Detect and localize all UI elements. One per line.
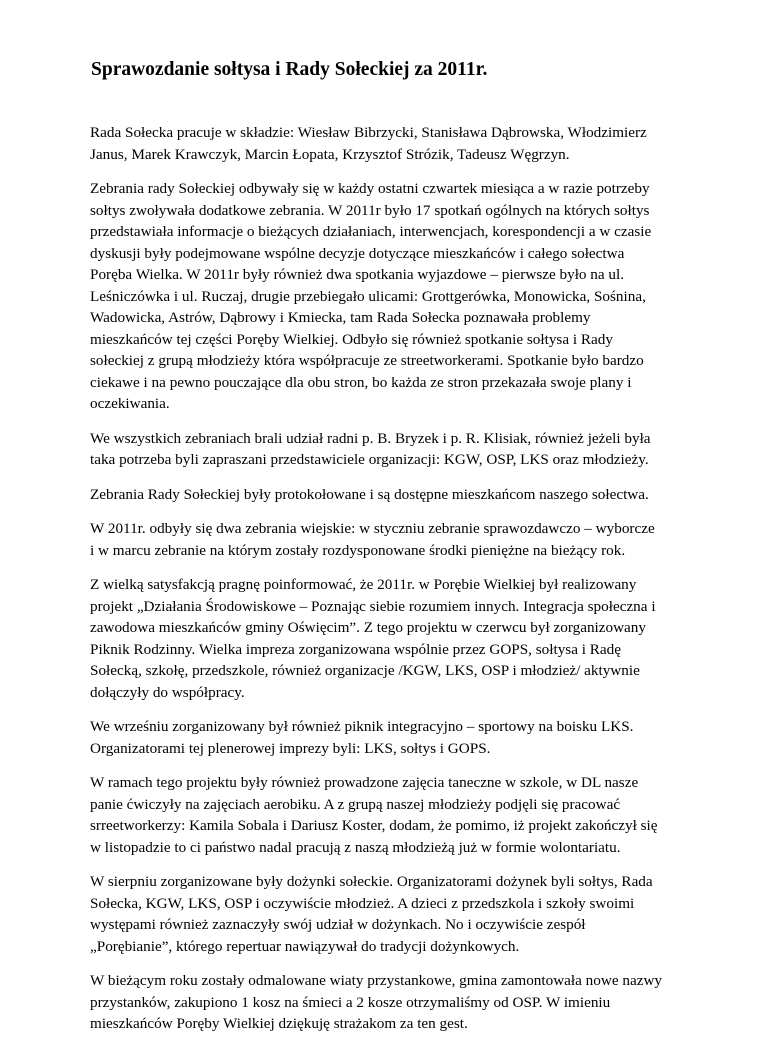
paragraph-line: oczekiwania.	[90, 395, 170, 412]
paragraph-line: dołączyły do współpracy.	[90, 683, 245, 701]
paragraph-line: występami również zaznaczyły swój udział w dożynkach. No i oczywiście zespół	[90, 916, 586, 933]
paragraph-line: Z wielką satysfakcją pragnę poinformować, że 2011r. w Porębie Wielkiej był realizowany	[90, 576, 637, 593]
paragraph-line: „Porębianie”, którego repertuar nawiązywał do tradycji dożynkowych.	[90, 937, 520, 955]
paragraph-line: i w marcu zebranie na którym zostały rozdysponowane środki pieniężne na bieżący rok.	[90, 541, 626, 559]
paragraph	[90, 574, 690, 703]
paragraph-line: sołeckiej z grupą młodzieży która współpracuje ze streetworkerami. Spotkanie było bardzo	[90, 352, 644, 369]
paragraph-line: W ramach tego projektu były również prowadzone zajęcia taneczne w szkole, w DL nasze	[90, 774, 639, 791]
paragraph	[90, 716, 690, 759]
paragraph-line: ciekawe i na pewno pouczające dla obu stron, bo każda ze stron przekazała swoje plany i	[90, 373, 632, 391]
paragraph-line: dyskusji były podejmowane wspólne decyzje dotyczące mieszkańców i całego sołectwa	[90, 244, 625, 262]
paragraph-line: mieszkańców tej części Poręby Wielkiej. Odbyło się również spotkanie sołtysa i Rady	[90, 330, 613, 348]
paragraph-line: Janus, Marek Krawczyk, Marcin Łopata, Krzysztof Strózik, Tadeusz Węgrzyn.	[90, 145, 570, 163]
paragraph-line: Sołecką, szkołę, przedszkole, również organizacje /KGW, LKS, OSP i młodzież/ aktywnie	[90, 662, 640, 679]
paragraph-line: w listopadzie to ci państwo nadal pracują z naszą młodzieżą już w formie wolontariatu.	[90, 838, 621, 856]
paragraph-line: W 2011r. odbyły się dwa zebrania wiejskie: w styczniu zebranie sprawozdawczo – wyborcze	[90, 520, 655, 537]
paragraph-line: przedstawiała informacje o bieżących działaniach, interwencjach, korespondencji a w czasie	[90, 223, 652, 240]
paragraph-line: Piknik Rodzinny. Wielka impreza zorganizowana wspólnie przez GOPS, sołtysa i Radę	[90, 640, 621, 658]
paragraph	[90, 484, 690, 506]
paragraph-line: Rada Sołecka pracuje w składzie: Wiesław Bibrzycki, Stanisława Dąbrowska, Włodzimierz	[90, 124, 647, 141]
paragraph-line: projekt „Działania Środowiskowe – Poznając siebie rozumiem innych. Integracja społeczna i	[90, 597, 656, 615]
paragraph-line: sołtys zwoływała dodatkowe zebrania. W 2011r było 17 spotkań ogólnych na których sołtys	[90, 201, 650, 219]
paragraph-line: Leśniczówka i ul. Ruczaj, drugie przebiegało ulicami: Grottgerówka, Monowicka, Sośnina,	[90, 287, 646, 305]
paragraph-line: W sierpniu zorganizowane były dożynki sołeckie. Organizatorami dożynek byli sołtys, Rada	[90, 873, 653, 890]
paragraph-line: mieszkańców Poręby Wielkiej dziękuję strażakom za ten gest.	[90, 1015, 468, 1032]
paragraph-line: Zebrania rady Sołeckiej odbywały się w każdy ostatni czwartek miesiąca a w razie potrzeby	[90, 180, 650, 197]
paragraph-line: We wszystkich zebraniach brali udział radni p. B. Bryzek i p. R. Klisiak, również jeżeli była	[90, 429, 651, 447]
paragraph-line: Wadowicka, Astrów, Dąbrowy i Kmiecka, tam Rada Sołecka poznawała problemy	[90, 309, 591, 326]
paragraph	[90, 122, 690, 165]
paragraph-line: panie ćwiczyły na zajęciach aerobiku. A z grupą naszej młodzieży podjęli się pracować	[90, 795, 621, 813]
paragraph	[90, 772, 690, 858]
paragraph-line: zawodowa mieszkańców gminy Oświęcim”. Z tego projektu w czerwcu był zorganizowany	[90, 619, 646, 636]
document-body	[90, 122, 690, 1048]
paragraph-line: przystanków, zakupiono 1 kosz na śmieci a 2 kosze otrzymaliśmy od OSP. W imieniu	[90, 993, 611, 1011]
paragraph	[90, 970, 690, 1035]
paragraph-line: taka potrzeba byli zapraszani przedstawiciele organizacji: KGW, OSP, LKS oraz młodzieży.	[90, 451, 649, 468]
paragraph	[90, 871, 690, 957]
paragraph-line: Poręba Wielka. W 2011r były również dwa spotkania wyjazdowe – pierwsze było na ul.	[90, 266, 625, 283]
document-title: Sprawozdanie sołtysa i Rady Sołeckiej za 2011r.	[91, 59, 488, 80]
paragraph-line: W bieżącym roku zostały odmalowane wiaty przystankowe, gmina zamontowała nowe nazwy	[90, 972, 663, 989]
paragraph-line: We wrześniu zorganizowany był również piknik integracyjno – sportowy na boisku LKS.	[90, 718, 634, 735]
paragraph	[90, 518, 690, 561]
paragraph	[90, 178, 690, 415]
paragraph-line: Zebrania Rady Sołeckiej były protokołowane i są dostępne mieszkańcom naszego sołectwa.	[90, 485, 649, 503]
paragraph	[90, 428, 690, 471]
paragraph-line: Sołecka, KGW, LKS, OSP i oczywiście młodzież. A dzieci z przedszkola i szkoły swoimi	[90, 894, 635, 912]
paragraph-line: Organizatorami tej plenerowej imprezy byli: LKS, sołtys i GOPS.	[90, 739, 491, 757]
paragraph-line: srreetworkerzy: Kamila Sobala i Dariusz Koster, dodam, że pomimo, iż projekt zakończył się	[90, 817, 658, 834]
